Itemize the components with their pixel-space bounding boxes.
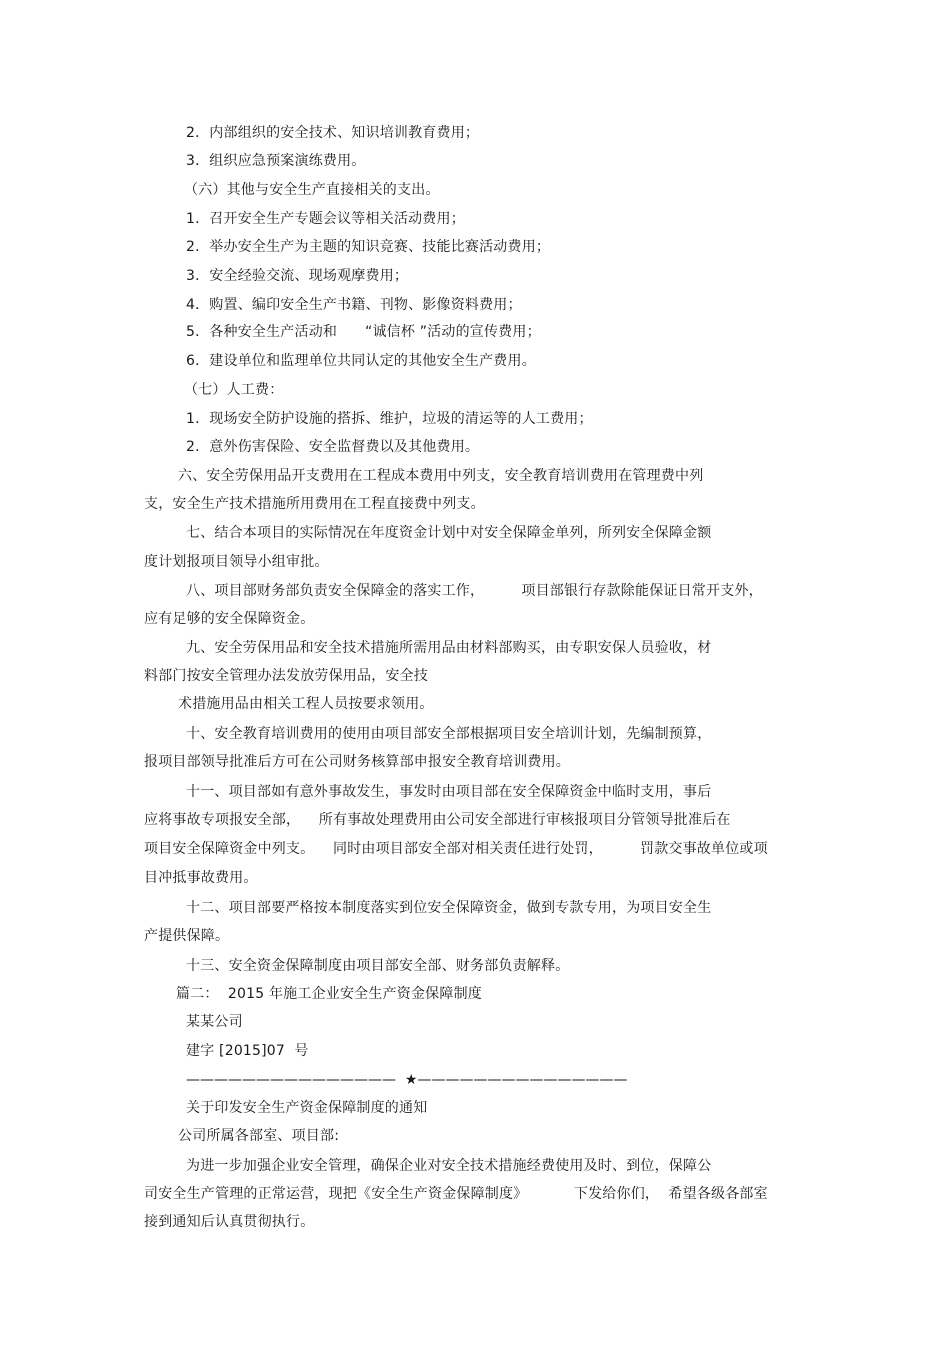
text-line: 某某公司 [186,1014,243,1030]
text-line: 料部门按安全管理办法发放劳保用品，安全技 [144,668,428,684]
text-line: 十三、安全资金保障制度由项目部安全部、财务部负责解释。 [186,958,570,974]
text-line: 1．召开安全生产专题会议等相关活动费用； [186,211,465,227]
text-line: 为进一步加强企业安全管理，确保企业对安全技术措施经费使用及时、到位，保障公 [186,1158,712,1174]
text-line: 八、项目部财务部负责安全保障金的落实工作， 项目部银行存款除能保证日常开支外， [186,583,763,599]
text-line: 度计划报项目领导小组审批。 [144,554,329,570]
text-line: 6．建设单位和监理单位共同认定的其他安全生产费用。 [186,353,536,369]
text-line: 公司所属各部室、项目部: [178,1128,340,1144]
text-line: 九、安全劳保用品和安全技术措施所需用品由材料部购买，由专职安保人员验收，材 [186,640,712,656]
text-line: 项目安全保障资金中列支。 同时由项目部安全部对相关责任进行处罚， 罚款交事故单位或项 [144,841,768,857]
text-line: 产提供保障。 [144,928,230,944]
text-line: 篇二： 2015 年施工企业安全生产资金保障制度 [176,986,482,1002]
text-line: 关于印发安全生产资金保障制度的通知 [186,1100,428,1116]
text-line: 十一、项目部如有意外事故发生，事发时由项目部在安全保障资金中临时支用，事后 [186,784,712,800]
text-line: 2．举办安全生产为主题的知识竞赛、技能比赛活动费用； [186,239,551,255]
text-line: 目冲抵事故费用。 [144,870,258,886]
text-line: 司安全生产管理的正常运营，现把《安全生产资金保障制度》 下发给你们， 希望各级各部室 [144,1186,768,1202]
text-line: 接到通知后认真贯彻执行。 [144,1214,315,1230]
text-line: 六、安全劳保用品开支费用在工程成本费用中列支，安全教育培训费用在管理费中列 [178,468,704,484]
text-line: 术措施用品由相关工程人员按要求领用。 [178,696,434,712]
text-line: 十、安全教育培训费用的使用由项目部安全部根据项目安全培训计划，先编制预算， [186,726,712,742]
text-line: 建字 [2015]07 号 [186,1043,309,1059]
text-line: 七、结合本项目的实际情况在年度资金计划中对安全保障金单列，所列安全保障金额 [186,525,712,541]
text-line: 2．内部组织的安全技术、知识培训教育费用； [186,125,480,141]
text-line: 3．组织应急预案演练费用。 [186,153,366,169]
text-line: （七）人工费： [184,382,284,398]
text-line: 2．意外伤害保险、安全监督费以及其他费用。 [186,439,480,455]
text-line: 报项目部领导批准后方可在公司财务核算部申报安全教育培训费用。 [144,754,570,770]
text-line: 4．购置、编印安全生产书籍、刊物、影像资料费用； [186,297,522,313]
text-line: 应有足够的安全保障资金。 [144,611,315,627]
divider-line: ——————————————— ★——————————————— [186,1072,628,1088]
text-line: 应将事故专项报安全部， 所有事故处理费用由公司安全部进行审核报项目分管领导批准后在 [144,812,731,828]
text-line: 3．安全经验交流、现场观摩费用； [186,268,409,284]
text-line: 十二、项目部要严格按本制度落实到位安全保障资金，做到专款专用，为项目安全生 [186,900,712,916]
text-line: （六）其他与安全生产直接相关的支出。 [184,182,440,198]
text-line: 5．各种安全生产活动和 “诚信杯 ”活动的宣传费用； [186,324,541,340]
text-line: 支，安全生产技术措施所用费用在工程直接费中列支。 [144,496,485,512]
text-line: 1．现场安全防护设施的搭拆、维护，垃圾的清运等的人工费用； [186,411,593,427]
